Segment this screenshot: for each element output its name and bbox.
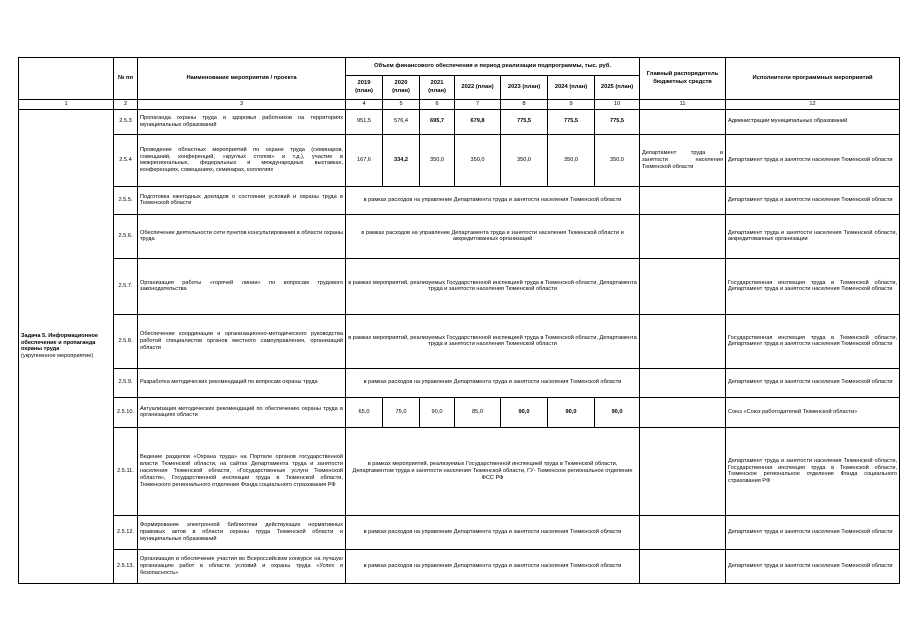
executors-cell: Департамент труда и занятости населения Тюменской области, Государственная инспекция труда в Тюменской области, Тюменское региональное отделение Фонда социального страхования РФ — [726, 427, 900, 515]
column-number: 3 — [138, 100, 346, 110]
distributor-cell — [640, 186, 726, 214]
value-cell: 334,2 — [383, 134, 420, 186]
value-cell: 679,8 — [455, 109, 501, 134]
column-number: 2 — [114, 100, 138, 110]
value-cell: 350,0 — [548, 134, 595, 186]
table-row — [19, 549, 900, 583]
row-number: 2.5.6. — [114, 214, 138, 258]
row-number: 2.5.10. — [114, 397, 138, 427]
table-row — [19, 134, 900, 186]
row-number: 2.5.11. — [114, 427, 138, 515]
merged-financing-note: в рамках мероприятий, реализуемых Государственной инспекцией труда в Тюменской области, Департамента труда и занятости населения Тюменской области — [346, 258, 640, 314]
executors-cell: Государственная инспекция труда в Тюменской области, Департамент труда и занятости населения Тюменской области — [726, 314, 900, 368]
value-cell: 350,0 — [420, 134, 455, 186]
header-year: 2021 (план) — [420, 76, 455, 100]
row-number: 2.5.7. — [114, 258, 138, 314]
column-number: 12 — [726, 100, 900, 110]
distributor-cell: Департамент труда и занятости населения Тюменской области — [640, 134, 726, 186]
row-number: 2.5.9. — [114, 368, 138, 397]
table-row — [19, 515, 900, 549]
value-cell: 350,0 — [595, 134, 640, 186]
value-cell: 350,0 — [455, 134, 501, 186]
row-number: 2.5.5. — [114, 186, 138, 214]
column-number: 6 — [420, 100, 455, 110]
table-row — [19, 214, 900, 258]
merged-financing-note: в рамках мероприятий, реализуемых Государственной инспекцией труда в Тюменской области, Департамента труда и занятости населения Тюменской области — [346, 314, 640, 368]
row-name: Ведение разделов «Охрана труда» на Портале органов государственной власти Тюменской области, на сайтах Департамента труда и занятости населения Тюменской области, «Государственные услуги Тюменской области», Государственной инспекции труда в Тюменской области, Тюменского регионального отделения Фонда социального страхования РФ — [138, 427, 346, 515]
row-name: Формирование электронной библиотеки действующих нормативных правовых актов в области охраны труда Тюменской области и муниципальных образований — [138, 515, 346, 549]
column-number-row — [19, 100, 900, 110]
column-number: 4 — [346, 100, 383, 110]
value-cell: 90,0 — [420, 397, 455, 427]
header-year: 2022 (план) — [455, 76, 501, 100]
header-distributor: Главный распорядитель бюджетных средств — [640, 58, 726, 100]
value-cell: 75,0 — [383, 397, 420, 427]
row-number: 2.5.13. — [114, 549, 138, 583]
merged-financing-note: в рамках расходов на управление Департамента труда и занятости населения Тюменской области — [346, 186, 640, 214]
header-executors: Исполнители программных мероприятий — [726, 58, 900, 100]
table-row — [19, 427, 900, 515]
distributor-cell — [640, 515, 726, 549]
distributor-cell — [640, 214, 726, 258]
table-row — [19, 397, 900, 427]
distributor-cell — [640, 397, 726, 427]
executors-cell: Союз «Союз работодателей Тюменской области» — [726, 397, 900, 427]
value-cell: 167,6 — [346, 134, 383, 186]
executors-cell: Департамент труда и занятости населения Тюменской области — [726, 134, 900, 186]
header-year: 2019 (план) — [346, 76, 383, 100]
header-row-1 — [19, 58, 900, 76]
row-name: Обеспечение деятельности сети пунктов консультирования в области охраны труда — [138, 214, 346, 258]
merged-financing-note: в рамках расходов на управление Департамента труда и занятости населения Тюменской области — [346, 549, 640, 583]
merged-financing-note: в рамках мероприятий, реализуемых Государственной инспекцией труда в Тюменской области, Департаментом труда и занятости населения Тюменской области, ГУ- Тюменское региональное отделение ФСС РФ — [346, 427, 640, 515]
table-row — [19, 258, 900, 314]
table-row — [19, 368, 900, 397]
document-sheet — [18, 57, 905, 584]
value-cell: 775,5 — [501, 109, 548, 134]
merged-financing-note: в рамках расходов на управление Департамента труда и занятости населения Тюменской области и аккредитованных организаций — [346, 214, 640, 258]
header-year: 2025 (план) — [595, 76, 640, 100]
executors-cell: Департамент труда и занятости населения Тюменской области — [726, 549, 900, 583]
row-number: 2.5.3 — [114, 109, 138, 134]
row-name: Организация работы «горячей линии» по вопросам трудового законодательства — [138, 258, 346, 314]
value-cell: 775,5 — [548, 109, 595, 134]
value-cell: 350,0 — [501, 134, 548, 186]
header-year: 2020 (план) — [383, 76, 420, 100]
column-number: 5 — [383, 100, 420, 110]
column-number: 10 — [595, 100, 640, 110]
value-cell: 951,5 — [346, 109, 383, 134]
program-table — [18, 57, 900, 584]
distributor-cell — [640, 258, 726, 314]
row-name: Проведение областных мероприятий по охране труда (семинаров, совещаний, конференций, «круглых столов» и т.д.), участие в межрегиональных, федеральных и международных выставках, конференциях, совещаниях, семинарах, коллегиях — [138, 134, 346, 186]
merged-financing-note: в рамках расходов на управление Департамента труда и занятости населения Тюменской области — [346, 515, 640, 549]
table-row — [19, 186, 900, 214]
row-name: Организация и обеспечение участия во Всероссийском конкурсе на лучшую организацию работ в области условий и охраны труда «Успех и безопасность» — [138, 549, 346, 583]
value-cell: 90,0 — [501, 397, 548, 427]
distributor-cell — [640, 427, 726, 515]
distributor-cell — [640, 109, 726, 134]
distributor-cell — [640, 314, 726, 368]
task-cell — [19, 109, 114, 583]
distributor-cell — [640, 549, 726, 583]
column-number: 8 — [501, 100, 548, 110]
value-cell: 90,0 — [595, 397, 640, 427]
header-finance: Объем финансового обеспечения и период реализации подпрограммы, тыс. руб. — [346, 58, 640, 76]
table-row — [19, 109, 900, 134]
value-cell: 775,5 — [595, 109, 640, 134]
value-cell: 695,7 — [420, 109, 455, 134]
header-year: 2023 (план) — [501, 76, 548, 100]
executors-cell: Департамент труда и занятости населения Тюменской области, аккредитованные организации — [726, 214, 900, 258]
header-year: 2024 (план) — [548, 76, 595, 100]
executors-cell: Департамент труда и занятости населения Тюменской области — [726, 368, 900, 397]
column-number: 11 — [640, 100, 726, 110]
row-name: Пропаганда охраны труда и здоровья работников на территориях муниципальных образований — [138, 109, 346, 134]
value-cell: 576,4 — [383, 109, 420, 134]
value-cell: 85,0 — [455, 397, 501, 427]
task-title: Задача 5. Информационное обеспечение и пропаганда охраны труда — [21, 332, 99, 353]
merged-financing-note: в рамках расходов на управление Департамента труда и занятости населения Тюменской области — [346, 368, 640, 397]
header-blank — [19, 58, 114, 100]
column-number: 1 — [19, 100, 114, 110]
distributor-cell — [640, 368, 726, 397]
executors-cell: Департамент труда и занятости населения Тюменской области — [726, 515, 900, 549]
row-name: Актуализация методических рекомендаций по обеспечению охраны труда в организациях области — [138, 397, 346, 427]
row-name: Обеспечение координации и организационно-методического руководства работой специалистов органов местного самоуправления, организаций области — [138, 314, 346, 368]
executors-cell: Департамент труда и занятости населения Тюменской области — [726, 186, 900, 214]
executors-cell: Администрации муниципальных образований — [726, 109, 900, 134]
header-no: № пп — [114, 58, 138, 100]
row-number: 2.5.8. — [114, 314, 138, 368]
table-row — [19, 314, 900, 368]
value-cell: 90,0 — [548, 397, 595, 427]
value-cell: 65,0 — [346, 397, 383, 427]
row-number: 2.5.4 — [114, 134, 138, 186]
row-name: Разработка методических рекомендаций по вопросам охраны труда — [138, 368, 346, 397]
row-name: Подготовка ежегодных докладов о состоянии условий и охраны труда в Тюменской области — [138, 186, 346, 214]
header-name: Наименование мероприятия / проекта — [138, 58, 346, 100]
column-number: 9 — [548, 100, 595, 110]
column-number: 7 — [455, 100, 501, 110]
executors-cell: Государственная инспекция труда в Тюменской области, Департамент труда и занятости населения Тюменской области — [726, 258, 900, 314]
row-number: 2.5.12. — [114, 515, 138, 549]
task-subtitle: (укрупненное мероприятие) — [21, 353, 94, 360]
